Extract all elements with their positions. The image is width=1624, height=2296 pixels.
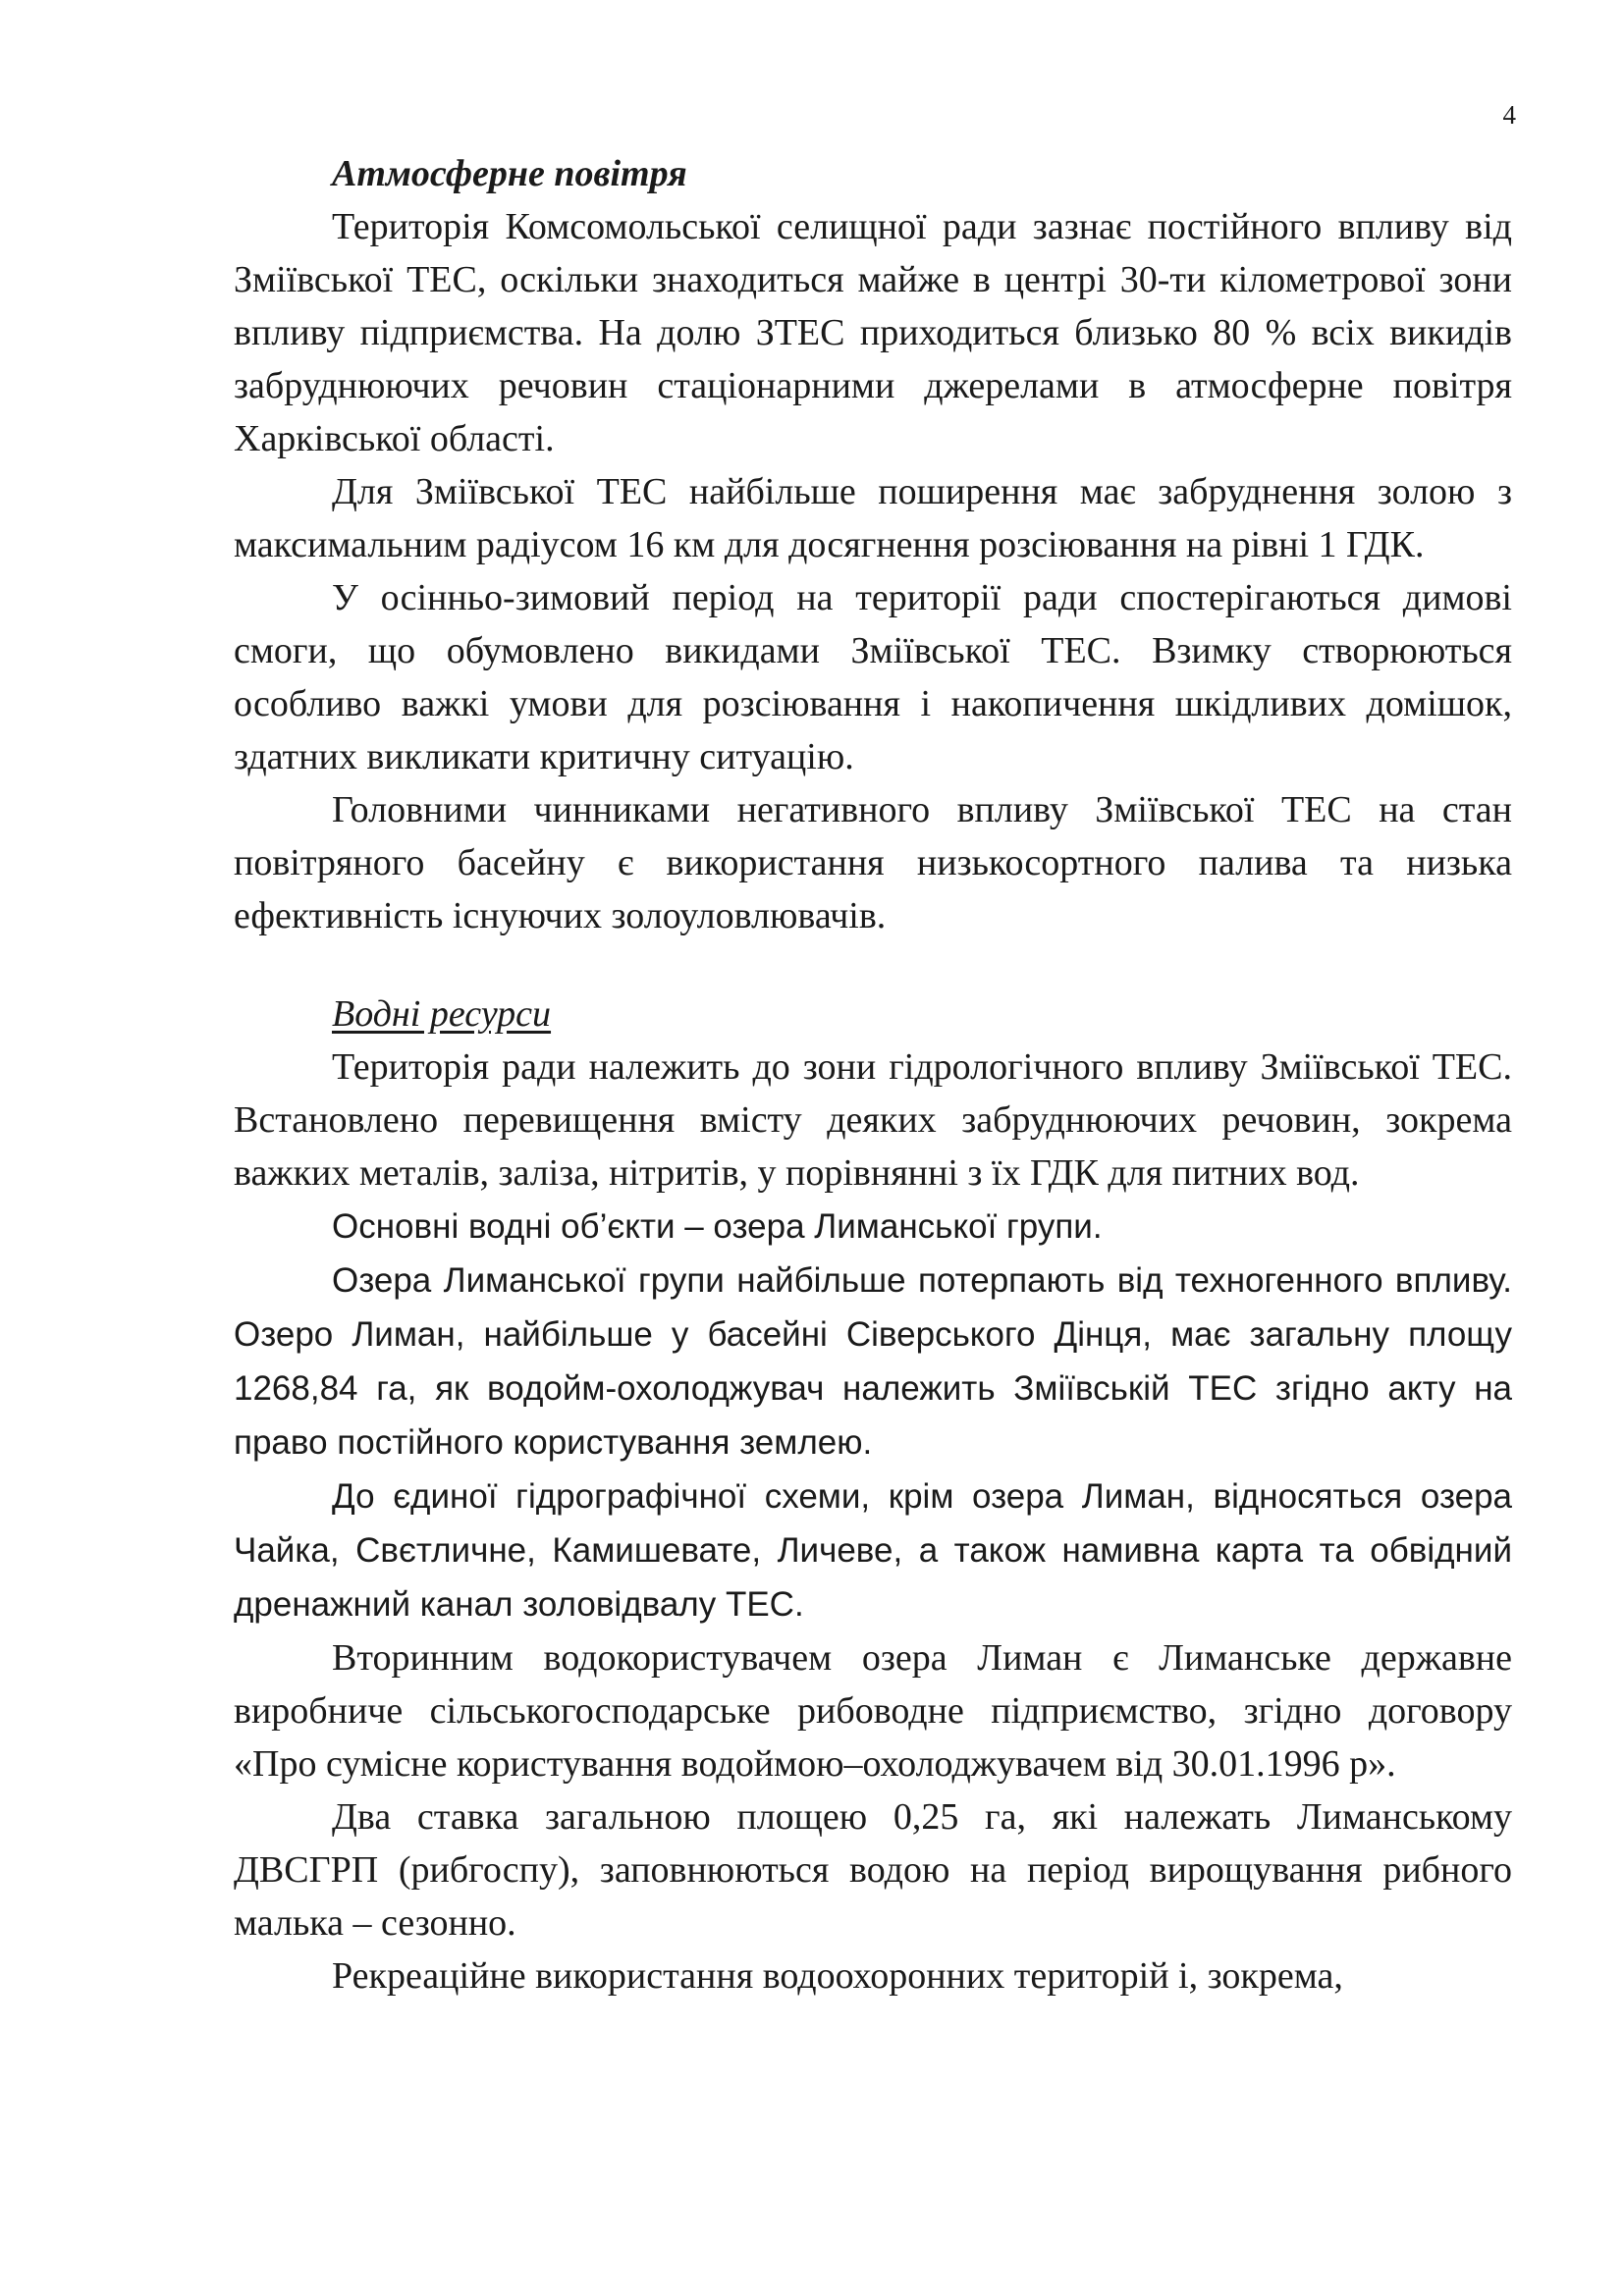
paragraph-water-5: Вторинним водокористувачем озера Лиман є Лиманське державне виробниче сільськогосподарське рибоводне підприємство, згідно договору «Про сумісне користування водоймою–охолоджувачем від 30.01.1996 р». [234,1637,1512,1785]
paragraph-atmosphere-2: Для Зміївської ТЕС найбільше поширення має забруднення золою з максимальним радіусом 16 км для досягнення розсіювання на рівні 1 ГДК. [234,471,1512,565]
paragraph-water-2: Основні водні об’єкти – озера Лиманської групи. [332,1207,1103,1246]
paragraph-water-1: Територія ради належить до зони гідрологічного впливу Зміївської ТЕС. Встановлено перевищення вмісту деяких забруднюючих речовин, зокрема важких металів, заліза, нітритів, у порівнянні з їх ГДК для питних вод. [234,1046,1512,1194]
document-body [234,147,1512,2002]
paragraph-atmosphere-4: Головними чинниками негативного впливу Зміївської ТЕС на стан повітряного басейну є використання низькосортного палива та низька ефективність існуючих золоуловлювачів. [234,789,1512,936]
page-number: 4 [1502,100,1516,130]
paragraph-atmosphere-1: Територія Комсомольської селищної ради зазнає постійного впливу від Зміївської ТЕС, оскільки знаходиться майже в центрі 30-ти кілометрової зони впливу підприємства. На долю ЗТЕС приходиться близько 80 % всіх викидів забруднюючих речовин стаціонарними джерелами в атмосферне повітря Харківської області. [234,206,1512,459]
section-heading-atmosphere: Атмосферне повітря [332,153,687,194]
section-heading-water: Водні ресурси [332,993,552,1035]
paragraph-water-7: Рекреаційне використання водоохоронних територій і, зокрема, [332,1955,1343,1997]
paragraph-water-4: До єдиної гідрографічної схеми, крім озера Лиман, відносяться озера Чайка, Свєтличне, Камишевате, Личеве, а також намивна карта та обвідний дренажний канал золовідвалу ТЕС. [234,1477,1512,1624]
paragraph-water-6: Два ставка загальною площею 0,25 га, які належать Лиманському ДВСГРП (рибгоспу), заповнюються водою на період вирощування рибного малька – сезонно. [234,1796,1512,1944]
paragraph-water-3: Озера Лиманської групи найбільше потерпають від техногенного впливу. Озеро Лиман, найбільше у басейні Сіверського Дінця, має загальну площу 1268,84 га, як водойм-охолоджувач належить Зміївській ТЕС згідно акту на право постійного користування землею. [234,1261,1512,1462]
paragraph-atmosphere-3: У осінньо-зимовий період на території ради спостерігаються димові смоги, що обумовлено викидами Зміївської ТЕС. Взимку створюються особливо важкі умови для розсіювання і накопичення шкідливих домішок, здатних викликати критичну ситуацію. [234,577,1512,777]
